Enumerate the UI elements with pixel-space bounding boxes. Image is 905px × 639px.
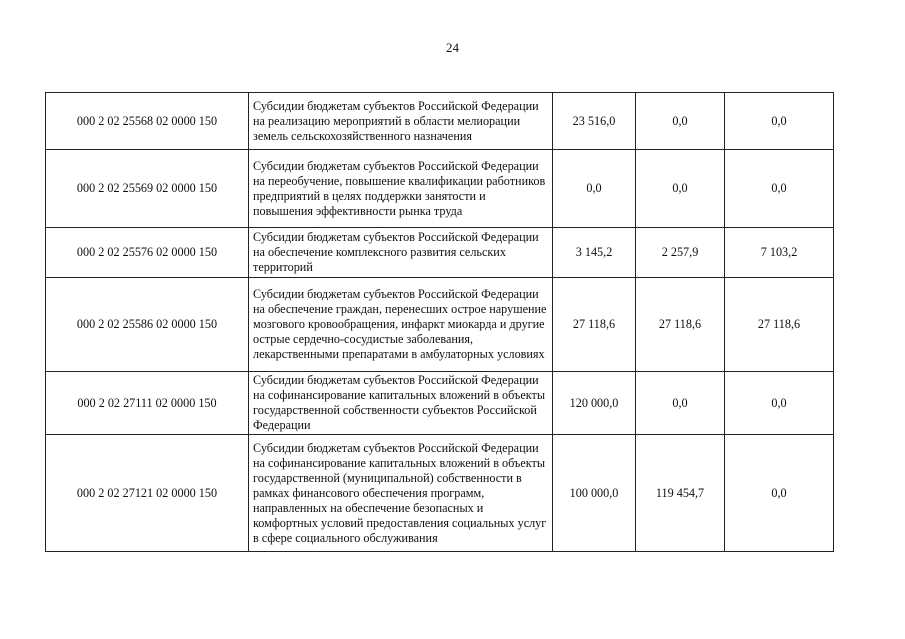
value-3-cell: 0,0: [725, 93, 834, 150]
table-row: [46, 372, 834, 435]
table-row: [46, 228, 834, 278]
value-1-cell: 27 118,6: [553, 278, 636, 372]
description-cell: Субсидии бюджетам субъектов Российской Федерации на обеспечение комплексного развития сельских территорий: [249, 228, 553, 278]
page-number: 24: [446, 40, 459, 55]
value-1-cell: 100 000,0: [553, 435, 636, 552]
table-row: [46, 435, 834, 552]
description-cell: Субсидии бюджетам субъектов Российской Федерации на софинансирование капитальных вложений в объекты государственной собственности субъектов Российской Федерации: [249, 372, 553, 435]
value-3-cell: 0,0: [725, 435, 834, 552]
table-row: [46, 150, 834, 228]
table-row: [46, 278, 834, 372]
value-2-cell: 0,0: [636, 93, 725, 150]
budget-code-cell: 000 2 02 27111 02 0000 150: [46, 372, 249, 435]
value-2-cell: 119 454,7: [636, 435, 725, 552]
budget-code-cell: 000 2 02 25568 02 0000 150: [46, 93, 249, 150]
value-2-cell: 0,0: [636, 372, 725, 435]
value-1-cell: 120 000,0: [553, 372, 636, 435]
value-2-cell: 0,0: [636, 150, 725, 228]
value-1-cell: 23 516,0: [553, 93, 636, 150]
budget-code-cell: 000 2 02 25569 02 0000 150: [46, 150, 249, 228]
value-3-cell: 27 118,6: [725, 278, 834, 372]
description-cell: Субсидии бюджетам субъектов Российской Федерации на обеспечение граждан, перенесших острое нарушение мозгового кровообращения, инфаркт миокарда и другие острые сердечно-сосудистые заболевания, лекарственными препаратами в амбулаторных условиях: [249, 278, 553, 372]
value-3-cell: 0,0: [725, 372, 834, 435]
description-cell: Субсидии бюджетам субъектов Российской Федерации на переобучение, повышение квалификации работников предприятий в целях поддержки занятости и повышения эффективности рынка труда: [249, 150, 553, 228]
table-row: [46, 93, 834, 150]
value-1-cell: 3 145,2: [553, 228, 636, 278]
value-2-cell: 2 257,9: [636, 228, 725, 278]
value-3-cell: 0,0: [725, 150, 834, 228]
budget-code-cell: 000 2 02 25586 02 0000 150: [46, 278, 249, 372]
budget-code-cell: 000 2 02 25576 02 0000 150: [46, 228, 249, 278]
value-2-cell: 27 118,6: [636, 278, 725, 372]
value-3-cell: 7 103,2: [725, 228, 834, 278]
budget-table: [45, 92, 834, 552]
value-1-cell: 0,0: [553, 150, 636, 228]
description-cell: Субсидии бюджетам субъектов Российской Федерации на софинансирование капитальных вложений в объекты государственной (муниципальной) собственности в рамках финансового обеспечения программ, направленных на обеспечение безопасных и комфортных условий предоставления социальных услуг в сфере социального обслуживания: [249, 435, 553, 552]
budget-code-cell: 000 2 02 27121 02 0000 150: [46, 435, 249, 552]
description-cell: Субсидии бюджетам субъектов Российской Федерации на реализацию мероприятий в области мелиорации земель сельскохозяйственного назначения: [249, 93, 553, 150]
